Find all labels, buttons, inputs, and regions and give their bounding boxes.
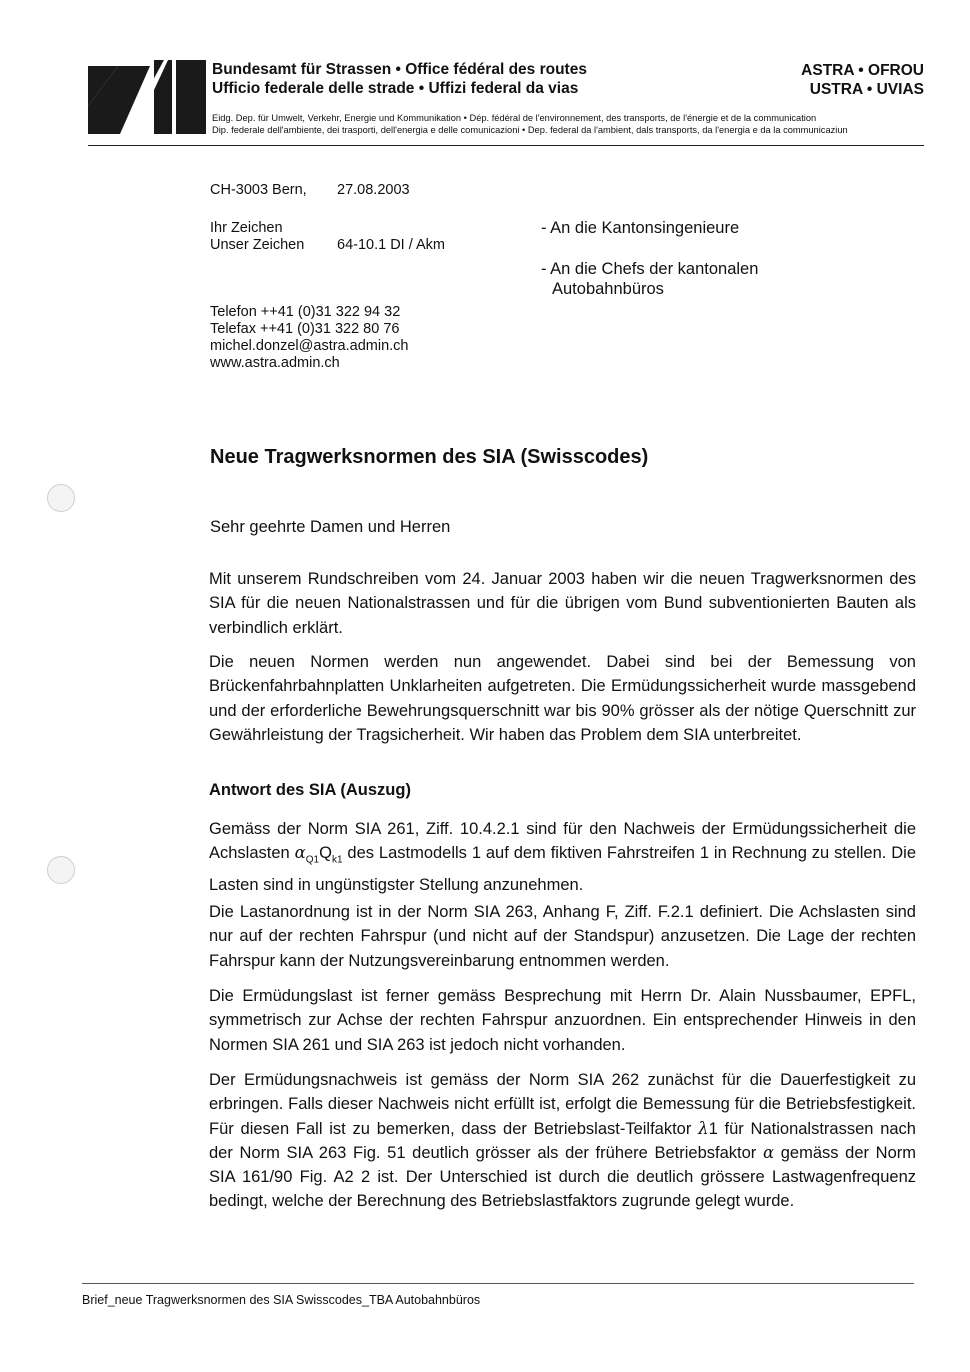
punch-hole-bottom — [47, 856, 75, 884]
punch-hole-top — [47, 484, 75, 512]
p6-text-a: Der Ermüdungsnachweis ist gemäss der Norm SIA 262 zunächst für die Dauerfestigkeit zu erbringen. Falls dieser Nachweis nicht erfüllt ist, erfolgt die Bemessung für die Betriebsfestigkeit. Für diesen Fall ist zu bemerken, dass der Betriebslast-Teilfaktor — [209, 1071, 916, 1138]
website: www.astra.admin.ch — [210, 355, 340, 371]
footer-filename: Brief_neue Tragwerksnormen des SIA Swisscodes_TBA Autobahnbüros — [82, 1293, 481, 1307]
abbr-line-1: ASTRA • OFROU — [801, 62, 924, 79]
abbr-line-2: USTRA • UVIAS — [809, 81, 924, 98]
paragraph-1: Mit unserem Rundschreiben vom 24. Januar 2003 haben wir die neuen Tragwerksnormen des SIA für die neuen Nationalstrassen und für die übrigen vom Bund subventionierten Bauten als verbindlich erklärt. — [209, 570, 916, 637]
email: michel.donzel@astra.admin.ch — [210, 338, 409, 354]
dept-line-2: Dip. federale dell'ambiente, dei trasporti, dell'energia e delle comunicazioni • Dep. federal da l'ambient, dals transports, da l'energia e da la communicaziun — [212, 124, 848, 135]
p3-text-b: des Lastmodells 1 auf dem fiktiven Fahrstreifen 1 in Rechnung zu stellen. Die Lasten sind in ungünstigster Stellung anzunehmen. — [209, 844, 916, 894]
header-organisation — [212, 60, 587, 98]
header-department — [212, 113, 848, 136]
recipient-2-line-1: - An die Chefs der kantonalen — [541, 260, 759, 278]
p6-text-b: 1 für Nationalstrassen nach der Norm SIA 263 Fig. 51 deutlich grösser als der frühere Betriebsfaktor — [209, 1119, 916, 1162]
paragraph-2: Die neuen Normen werden nun angewendet. Dabei sind bei der Bemessung von Brückenfahrbahnplatten Unklarheiten aufgetreten. Die Ermüdungssicherheit wurde massgebend und der erforderliche Bewehrungsquerschnitt war bis 90% grösser als der nötige Querschnitt zur Gewährleistung der Tragsicherheit. Wir haben das Problem dem SIA unterbreitet. — [209, 653, 916, 744]
fax: Telefax ++41 (0)31 322 80 76 — [210, 321, 400, 337]
astra-logo — [88, 60, 206, 134]
alpha-symbol-2: α — [762, 1142, 775, 1162]
dept-line-1: Eidg. Dep. für Umwelt, Verkehr, Energie und Kommunikation • Dép. fédéral de l'environnement, des transports, de l'énergie et de la communication — [212, 113, 817, 123]
org-name-it-rm: Ufficio federale delle strade • Uffizi federal da vias — [212, 80, 579, 97]
lambda-symbol: λ — [698, 1118, 709, 1138]
recipient-1: - An die Kantonsingenieure — [541, 219, 740, 237]
phone: Telefon ++41 (0)31 322 94 32 — [210, 304, 401, 320]
org-name-de-fr: Bundesamt für Strassen • Office fédéral des routes — [212, 61, 587, 78]
letter-date: 27.08.2003 — [337, 182, 410, 198]
subscript-k1: k1 — [331, 854, 343, 866]
alpha-symbol: α — [294, 843, 306, 863]
header-divider — [88, 145, 924, 146]
paragraph-5: Die Ermüdungslast ist ferner gemäss Besprechung mit Herrn Dr. Alain Nussbaumer, EPFL, symmetrisch zur Achse der rechten Fahrspur anzuordnen. Ein entsprechender Hinweis in den Normen SIA 261 und SIA 263 ist jedoch nicht vorhanden. — [209, 987, 916, 1054]
footer-divider — [82, 1283, 914, 1284]
subscript-q1: Q1 — [305, 854, 320, 866]
p3-text-a: Gemäss der Norm SIA 261, Ziff. 10.4.2.1 sind für den Nachweis der Ermüdungssicherheit die Achslasten — [209, 820, 916, 863]
unser-zeichen-value: 64-10.1 DI / Akm — [337, 237, 445, 253]
unser-zeichen-label: Unser Zeichen — [210, 237, 305, 253]
q-symbol: Q — [319, 844, 332, 863]
letter-subject: Neue Tragwerksnormen des SIA (Swisscodes) — [210, 446, 649, 468]
paragraph-3 — [209, 817, 916, 897]
ihr-zeichen-label: Ihr Zeichen — [210, 220, 283, 236]
recipient-2-line-2: Autobahnbüros — [552, 280, 664, 298]
paragraph-4: Die Lastanordnung ist in der Norm SIA 263, Anhang F, Ziff. F.2.1 definiert. Die Achslasten sind nur auf der rechten Fahrspur (und nicht auf der Standspur) anzusetzen. Die Lage der rechten Fahrspur kann der Nutzungsvereinbarung entnommen werden. — [209, 903, 916, 970]
contact-block — [210, 304, 408, 372]
place: CH-3003 Bern, — [210, 182, 307, 198]
salutation: Sehr geehrte Damen und Herren — [210, 518, 451, 536]
recipient-2 — [541, 259, 758, 299]
p6-text-c: gemäss der Norm SIA 161/90 Fig. A2 2 ist. Der Unterschied ist durch die deutlich grössere Lastwagenfrequenz bedingt, welche der Berechnung des Betriebslastfaktors zugrunde gelegt wurde. — [209, 1143, 916, 1211]
section-title: Antwort des SIA (Auszug) — [209, 781, 411, 799]
header-abbreviations — [801, 61, 924, 99]
paragraph-6 — [209, 1068, 916, 1214]
